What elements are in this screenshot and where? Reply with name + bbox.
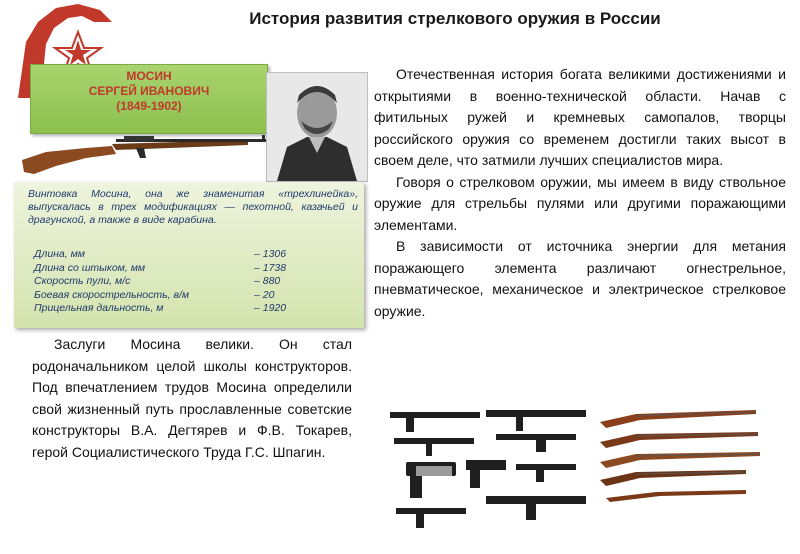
paragraph: Отечественная история богата великими достижениями и открытиями в военно-технической области. Начав с фитильных ружей и кремневых самопалов, творцы российского оружия со временем достигли таких высот в своем деле, что затмили лучших специалистов мира.	[374, 66, 786, 168]
life-years: (1849-1902)	[116, 99, 182, 113]
name-plate	[30, 64, 268, 134]
historic-rifles-image	[596, 404, 766, 504]
spec-row: Прицельная дальность, м – 1920	[34, 302, 287, 314]
modern-weapons-image	[386, 404, 592, 540]
spec-row: Боевая скорострельность, в/м – 20	[34, 288, 275, 301]
mosin-merits-text	[32, 334, 352, 463]
rifle-info-box	[14, 182, 364, 328]
paragraph: Говоря о стрелковом оружии, мы имеем в виду ствольное оружие для стрельбы пулями или другими поражающими элементами.	[374, 173, 786, 233]
rifle-image	[16, 130, 274, 176]
paragraph: В зависимости от источника энергии для метания поражающего элемента различают огнестрельное, пневматическое, механическое и электрическое стрелковое оружие.	[374, 238, 786, 319]
history-text	[374, 64, 786, 322]
spec-row: Длина, мм – 1306	[34, 248, 287, 260]
surname: МОСИН	[126, 69, 172, 83]
paragraph: Заслуги Мосина велики. Он стал родоначальником целой школы конструкторов. Под впечатлением трудов Мосина определили свой жизненный путь прославленные советские конструкторы В.А. Дегтярев и Ф.В. Токарев, герой Социалистического Труда Г.С. Шпагин.	[32, 336, 352, 460]
rifle-description: Винтовка Мосина, она же знаменитая «трехлинейка», выпускалась в трех модификациях — пехотной, казачьей и драгунской, а также в виде карабина.	[28, 188, 358, 226]
spec-row: Скорость пули, м/с – 880	[34, 275, 281, 287]
portrait-image	[266, 72, 368, 182]
page-title: История развития стрелкового оружия в России	[249, 9, 661, 28]
spec-row: Длина со штыком, мм – 1738	[34, 261, 287, 274]
first-name: СЕРГЕЙ ИВАНОВИЧ	[88, 84, 210, 98]
